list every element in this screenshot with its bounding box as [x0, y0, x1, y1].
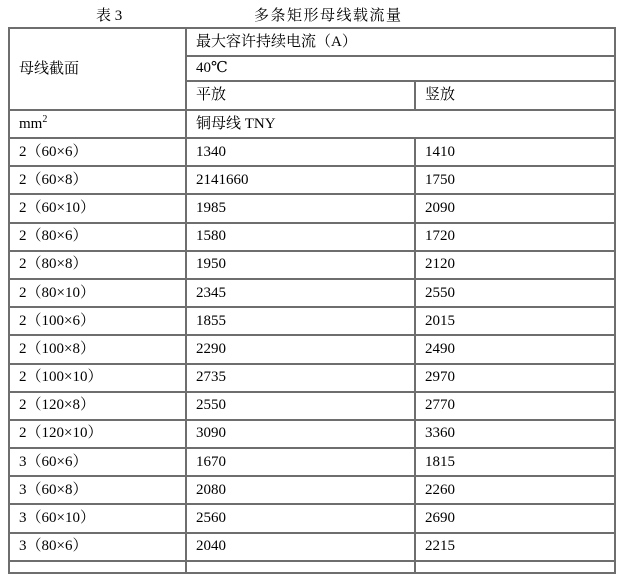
table-row: [9, 279, 615, 307]
header-conductor-type: 铜母线 TNY: [186, 110, 615, 138]
row-flat-current-cell: 2290: [186, 335, 415, 363]
row-vertical-current-cell: 2970: [415, 364, 615, 392]
table-row: [9, 420, 615, 448]
header-unit-cell: [9, 110, 186, 138]
row-size-cell: 3（60×8）: [9, 476, 186, 504]
row-flat-current-cell: 2141660: [186, 166, 415, 194]
table-row: [9, 138, 615, 166]
row-vertical-current-cell: 1750: [415, 166, 615, 194]
row-flat-current-cell: 1340: [186, 138, 415, 166]
row-flat-current-cell: 1670: [186, 448, 415, 476]
row-size-cell: 2（80×6）: [9, 223, 186, 251]
table-row: [9, 307, 615, 335]
table-row: [9, 194, 615, 222]
unit-superscript: 2: [42, 113, 48, 125]
unit-base: mm: [19, 115, 43, 132]
row-size-cell: 2（120×10）: [9, 420, 186, 448]
row-flat-current-cell: 2735: [186, 364, 415, 392]
row-flat-current-cell: 2080: [186, 476, 415, 504]
table-row: [9, 251, 615, 279]
row-size-cell: 2（60×8）: [9, 166, 186, 194]
row-flat-current-cell: 2560: [186, 504, 415, 532]
row-vertical-current-cell: 2770: [415, 392, 615, 420]
row-flat-current-cell: 2040: [186, 533, 415, 561]
header-busbar-section: 母线截面: [9, 28, 186, 110]
row-size-cell: 2（100×10）: [9, 364, 186, 392]
row-flat-current-cell: 2345: [186, 279, 415, 307]
row-flat-current-cell: 1985: [186, 194, 415, 222]
table-row: [9, 223, 615, 251]
table-row: [9, 364, 615, 392]
table-row: [9, 448, 615, 476]
table-row: [9, 392, 615, 420]
header-temperature: 40℃: [186, 56, 615, 81]
header-flat-placement: 平放: [186, 81, 415, 110]
row-size-cell: 2（80×8）: [9, 251, 186, 279]
header-max-current: 最大容许持续电流（A）: [186, 28, 615, 56]
row-size-cell: 2（80×10）: [9, 279, 186, 307]
busbar-ampacity-table: [8, 27, 616, 574]
header-vertical-placement: 竖放: [415, 81, 615, 110]
row-size-cell: 2（100×6）: [9, 307, 186, 335]
row-size-cell: 3（80×6）: [9, 533, 186, 561]
row-flat-current-cell: 1950: [186, 251, 415, 279]
table-title: 多条矩形母线载流量: [254, 8, 403, 24]
row-vertical-current-cell: 1410: [415, 138, 615, 166]
header-row-4: [9, 110, 615, 138]
row-flat-current-cell: 1580: [186, 223, 415, 251]
row-flat-current-cell: 3090: [186, 420, 415, 448]
row-vertical-current-cell: 2090: [415, 194, 615, 222]
table-number: 表 3: [96, 8, 123, 24]
row-vertical-current-cell: 2490: [415, 335, 615, 363]
table-caption: [0, 0, 618, 27]
row-vertical-current-cell: 2120: [415, 251, 615, 279]
row-flat-current-cell: 2550: [186, 392, 415, 420]
row-size-cell: 2（120×8）: [9, 392, 186, 420]
row-vertical-current-cell: 2690: [415, 504, 615, 532]
row-size-cell: 2（100×8）: [9, 335, 186, 363]
row-vertical-current-cell: 2550: [415, 279, 615, 307]
table-row: [9, 533, 615, 561]
row-vertical-current-cell: 2260: [415, 476, 615, 504]
row-vertical-current-cell: 1720: [415, 223, 615, 251]
row-flat-current-cell: 1855: [186, 307, 415, 335]
row-vertical-current-cell: 2015: [415, 307, 615, 335]
row-vertical-current-cell: 2215: [415, 533, 615, 561]
table-row: [9, 166, 615, 194]
row-size-cell: 2（60×10）: [9, 194, 186, 222]
row-vertical-current-cell: 1815: [415, 448, 615, 476]
table-row: [9, 476, 615, 504]
table-row: [9, 335, 615, 363]
header-row-1: [9, 28, 615, 56]
table-row: [9, 504, 615, 532]
row-vertical-current-cell: 3360: [415, 420, 615, 448]
row-size-cell: 2（60×6）: [9, 138, 186, 166]
row-size-cell: 3（60×10）: [9, 504, 186, 532]
row-size-cell: 3（60×6）: [9, 448, 186, 476]
